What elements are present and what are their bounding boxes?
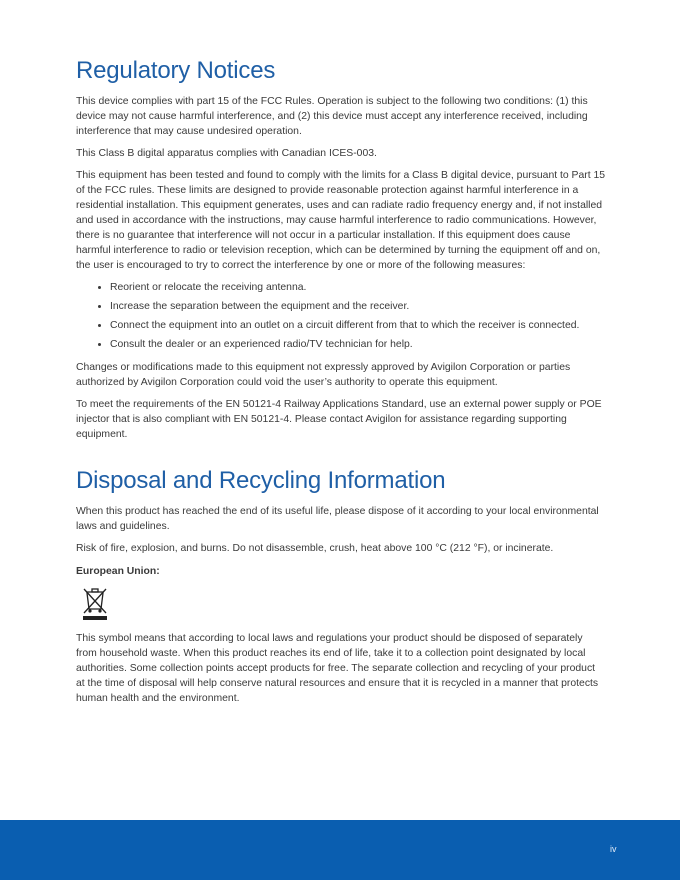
list-item: • Connect the equipment into an outlet on a circuit different from that to which the receiver is connected.: [110, 318, 606, 333]
document-body: [76, 56, 606, 713]
risk-paragraph: Risk of fire, explosion, and burns. Do not disassemble, crush, heat above 100 °C (212 °F), or incinerate.: [76, 543, 554, 554]
measures-list: [76, 280, 606, 352]
page-footer: [0, 820, 680, 880]
disposal-heading: Disposal and Recycling Information: [76, 467, 446, 494]
list-item: • Reorient or relocate the receiving antenna.: [110, 280, 606, 295]
class-b-paragraph: This equipment has been tested and found to comply with the limits for a Class B digital device, pursuant to Part 15 of the FCC rules. These limits are designed to provide reasonable protection against harmful interference in a residential installation. This equipment generates, uses and can radiate radio frequency energy and, if not installed and used in accordance with the instructions, may cause harmful interference to radio communications. However, there is no guarantee that interference will not occur in a particular installation. If this equipment does cause harmful interference to radio or television reception, which can be determined by turning the equipment off and on, the user is encouraged to try to correct the interference by one or more of the following measures:: [76, 170, 606, 271]
page-number: iv: [610, 844, 617, 854]
symbol-meaning-paragraph: This symbol means that according to local laws and regulations your product should be disposed of separately from household waste. When this product reaches its end of life, take it to a collection point designated by local authorities. Some collection points accept products for free. The separate collection and recycling of your product at the time of disposal will help conserve natural resources and ensure that it is recycled in a manner that protects human health and the environment.: [76, 633, 599, 704]
ices-paragraph: This Class B digital apparatus complies with Canadian ICES-003.: [76, 148, 377, 159]
list-item: • Increase the separation between the equipment and the receiver.: [110, 299, 606, 314]
end-of-life-paragraph: When this product has reached the end of its useful life, please dispose of it according to your local environmental laws and guidelines.: [76, 506, 599, 532]
modifications-paragraph: Changes or modifications made to this equipment not expressly approved by Avigilon Corporation or parties authorized by Avigilon Corporation could void the user’s authority to operate this equipment.: [76, 362, 571, 388]
weee-crossed-bin-icon: [78, 585, 112, 621]
regulatory-notices-heading: Regulatory Notices: [76, 57, 276, 84]
list-item: • Consult the dealer or an experienced radio/TV technician for help.: [110, 337, 606, 352]
eu-label: European Union:: [76, 566, 160, 577]
railway-paragraph: To meet the requirements of the EN 50121-4 Railway Applications Standard, use an external power supply or POE injector that is also compliant with EN 50121-4. Please contact Avigilon for assistance regarding supporting equipment.: [76, 399, 602, 440]
fcc-compliance-paragraph: This device complies with part 15 of the FCC Rules. Operation is subject to the following two conditions: (1) this device may not cause harmful interference, and (2) this device must accept any interference received, including interference that may cause undesired operation.: [76, 96, 588, 137]
